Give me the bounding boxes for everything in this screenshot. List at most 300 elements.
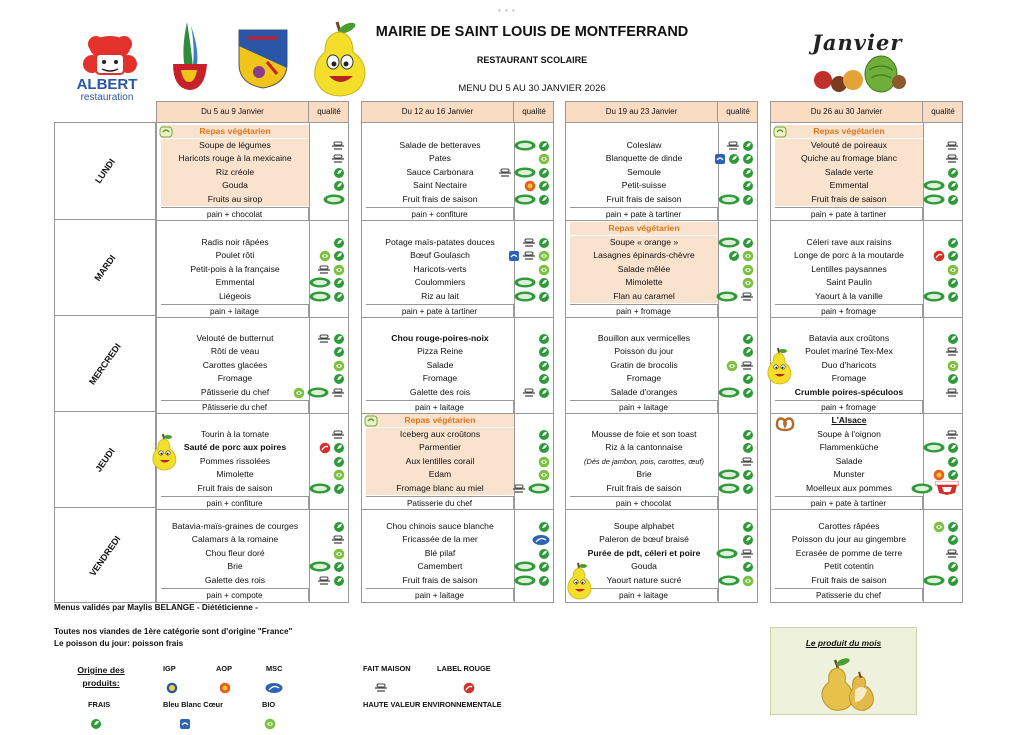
menu-item-row — [362, 533, 553, 547]
quality-icons — [684, 277, 756, 289]
frais-icon — [538, 373, 550, 385]
bio-icon — [333, 360, 345, 372]
menu-item-row — [771, 236, 962, 250]
day-menu-block — [157, 317, 348, 414]
frais-icon — [742, 153, 754, 165]
dish-name: Riz au lait — [421, 290, 459, 301]
day-menu-block — [566, 509, 757, 602]
hve-icon — [309, 277, 331, 288]
dish-name: Fruit frais de saison — [402, 193, 478, 204]
quality-icons — [480, 442, 552, 454]
frais-icon — [538, 180, 550, 192]
menu-item-row — [771, 520, 962, 534]
hve-icon — [718, 575, 740, 586]
dish-name: Fricassée de la mer — [402, 534, 478, 545]
day-label: MERCREDI — [87, 340, 123, 387]
frais-icon — [947, 456, 959, 468]
quality-icons — [480, 373, 552, 385]
dish-name: Calamars à la romaine — [191, 534, 279, 545]
dish-name: Salade — [835, 455, 863, 466]
quality-icons — [889, 167, 961, 179]
dish-name: Brie — [227, 561, 243, 572]
dish-name: Soupe de légumes — [161, 139, 309, 153]
dish-name: Purée de pdt, céleri et poire — [587, 547, 701, 558]
quality-icons — [275, 180, 347, 192]
dish-name: Parmentier — [366, 441, 514, 455]
menu-item-row — [771, 125, 962, 139]
dish-name: Salade de betteraves — [399, 139, 481, 150]
page-subtitle: RESTAURANT SCOLAIRE — [476, 55, 588, 65]
dish-name: Poisson du jour au gingembre — [791, 534, 907, 545]
quality-icons — [684, 373, 756, 385]
frais-icon — [947, 575, 959, 587]
menu-item-row — [157, 139, 348, 153]
quality-icons — [684, 237, 756, 249]
quality-icons — [889, 521, 961, 533]
week-column — [361, 101, 554, 603]
legend-hve-label: HAUTE VALEUR ENVIRONNEMENTALE — [363, 700, 502, 709]
dish-name: Blanquette de dinde — [605, 153, 683, 164]
frais-icon — [333, 250, 345, 262]
dish-name: Mimolette — [216, 469, 254, 480]
msc-icon — [265, 682, 283, 694]
quality-icons — [889, 469, 961, 481]
frais-icon — [538, 575, 550, 587]
quality-icons — [275, 153, 347, 165]
dish-name: Fruits au sirop — [161, 193, 309, 207]
bio-icon — [742, 264, 754, 276]
frais-icon — [333, 442, 345, 454]
quality-icons — [889, 333, 961, 345]
quality-icons — [889, 140, 961, 152]
day-label-box — [55, 220, 155, 316]
quality-icons — [684, 483, 756, 495]
dish-name: Duo d'haricots — [821, 359, 877, 370]
quality-icons — [364, 415, 436, 427]
quality-icons — [889, 153, 961, 165]
frais-icon — [538, 237, 550, 249]
dish-name: Soupe « orange » — [570, 236, 718, 250]
frais-icon — [742, 442, 754, 454]
menu-item-row — [771, 574, 962, 588]
day-menu-block — [771, 509, 962, 602]
quality-icons — [275, 291, 347, 303]
menu-item-row — [362, 166, 553, 180]
quality-icons — [275, 333, 347, 345]
menu-item-row — [362, 520, 553, 534]
menu-item-row — [362, 455, 553, 469]
quality-icons — [684, 140, 756, 152]
quality-icons — [889, 456, 961, 468]
week-column — [770, 101, 963, 603]
snack-row — [566, 400, 757, 414]
dish-name: Soupe à l'oignon — [817, 428, 881, 439]
quality-icons — [480, 387, 552, 399]
product-of-month-box — [770, 627, 917, 715]
menu-item-row — [566, 332, 757, 346]
dish-name: Tourin à la tomate — [200, 428, 270, 439]
menu-item-row — [771, 166, 962, 180]
quality-icons — [684, 194, 756, 206]
pretzel-icon — [774, 415, 796, 433]
menu-item-row — [157, 179, 348, 193]
menu-item-row — [362, 414, 553, 428]
dish-name: Gratin de brocolis — [610, 359, 678, 370]
dish-name: Liégeois — [218, 290, 251, 301]
quality-icons — [480, 548, 552, 560]
dish-name: Emmental — [215, 277, 255, 288]
quality-icons — [889, 180, 961, 192]
hve-icon — [923, 194, 945, 205]
legend-msc-label: MSC — [266, 664, 283, 673]
quality-icons — [275, 548, 347, 560]
bio-icon — [538, 153, 550, 165]
quality-icons — [275, 456, 347, 468]
frais-icon — [947, 561, 959, 573]
maison-icon — [945, 153, 959, 165]
quality-icons — [480, 264, 552, 276]
menu-item-row — [771, 152, 962, 166]
quality-icons — [480, 277, 552, 289]
menu-item-row — [566, 359, 757, 373]
town-coat-of-arms — [237, 28, 289, 90]
snack-row — [771, 400, 962, 414]
quality-icons — [480, 346, 552, 358]
day-menu-block — [771, 317, 962, 414]
pear-photo — [815, 654, 877, 712]
window-dots: • • • — [498, 6, 516, 15]
quality-icons — [889, 534, 961, 546]
dish-name: Potage maïs-patates douces — [385, 236, 495, 247]
day-menu-block — [362, 509, 553, 602]
frais-icon — [742, 534, 754, 546]
dish-name: Longe de porc à la moutarde — [794, 250, 904, 261]
alsace-icon — [935, 481, 959, 495]
dish-name: Petit cotentin — [824, 561, 874, 572]
dish-name: Riz créole — [161, 166, 309, 180]
hve-icon — [718, 469, 740, 480]
maison-icon — [512, 483, 526, 495]
frais-icon — [742, 469, 754, 481]
dish-name: Pizza Reine — [417, 346, 463, 357]
week-header — [566, 102, 757, 123]
quality-icons — [889, 237, 961, 249]
frais-icon — [538, 140, 550, 152]
maison-icon — [740, 456, 754, 468]
menu-item-row — [157, 236, 348, 250]
menu-item-row — [362, 152, 553, 166]
meat-origin-note: Toutes nos viandes de 1ère catégorie sont d'origine "France" — [54, 627, 293, 636]
hve-icon — [309, 291, 331, 302]
hve-icon — [514, 167, 536, 178]
aop-icon — [219, 682, 231, 694]
aop-icon — [933, 469, 945, 481]
frais-icon — [538, 333, 550, 345]
dish-name: Fromage — [626, 373, 662, 384]
albert-brand-tagline: restauration — [80, 92, 134, 103]
vegetarian-meal-heading: Repas végétarien — [570, 222, 718, 236]
snack-row — [771, 207, 962, 221]
menu-item-row — [566, 222, 757, 236]
menu-item-row — [771, 359, 962, 373]
day-menu-block — [157, 509, 348, 602]
menu-item-row — [771, 428, 962, 442]
quality-icons — [159, 126, 231, 138]
dish-name: Galette des rois — [409, 386, 471, 397]
quality-icons — [889, 250, 961, 262]
frais-icon — [742, 140, 754, 152]
menu-item-row — [566, 560, 757, 574]
menu-item-row — [771, 263, 962, 277]
menu-item-row — [566, 179, 757, 193]
day-label-box — [55, 412, 155, 508]
quality-icons — [480, 167, 552, 179]
bio-icon — [742, 277, 754, 289]
snack-row — [157, 496, 348, 510]
menu-item-row — [566, 428, 757, 442]
hve-icon — [323, 194, 345, 205]
dish-name: Flan au caramel — [570, 290, 718, 304]
dish-name: Chou chinois sauce blanche — [386, 520, 494, 531]
menu-item-row — [771, 414, 962, 428]
quality-icons — [275, 561, 347, 573]
maison-icon — [374, 682, 388, 694]
snack-text: Pâtisserie du chef — [161, 400, 309, 414]
snack-text: pain + fromage — [775, 400, 923, 414]
dish-name: Riz à la cantonnaise — [605, 442, 683, 453]
quality-icons — [480, 456, 552, 468]
frais-icon — [538, 548, 550, 560]
quality-icons — [684, 264, 756, 276]
menu-item-row — [362, 372, 553, 386]
quality-icons — [275, 346, 347, 358]
menu-item-row — [157, 547, 348, 561]
vegan-icon — [773, 126, 787, 138]
hve-icon — [514, 575, 536, 586]
menu-item-row — [362, 276, 553, 290]
dish-name: Fromage — [217, 373, 253, 384]
dish-name: Yaourt nature sucré — [606, 574, 682, 585]
hve-icon — [514, 291, 536, 302]
frais-icon — [742, 373, 754, 385]
frais-icon — [947, 167, 959, 179]
day-menu-block — [157, 221, 348, 318]
menu-item-row — [362, 263, 553, 277]
vegetarian-meal-heading: Repas végétarien — [161, 125, 309, 139]
hve-icon — [514, 277, 536, 288]
maison-icon — [945, 346, 959, 358]
dish-name: Fruit frais de saison — [197, 482, 273, 493]
maison-icon — [331, 534, 345, 546]
maison-icon — [945, 429, 959, 441]
quality-icons — [684, 534, 756, 546]
quality-icons — [275, 442, 347, 454]
bio-icon — [947, 264, 959, 276]
frais-icon — [947, 469, 959, 481]
menu-item-row — [771, 179, 962, 193]
week-column — [156, 101, 349, 603]
snack-text: pain + fromage — [570, 304, 718, 318]
pear-mascot-icon — [565, 562, 593, 600]
quality-icons — [684, 429, 756, 441]
validation-note: Menus validés par Maylis BELANGE - Diététicienne - — [54, 603, 258, 612]
frais-icon — [90, 718, 102, 730]
quality-icons — [480, 360, 552, 372]
week-title: Du 12 au 16 Janvier — [362, 102, 514, 122]
quality-icons — [480, 237, 552, 249]
week-title: Du 19 au 23 Janvier — [566, 102, 718, 122]
dish-name: Radis noir râpées — [201, 236, 269, 247]
dish-name: Saint Paulin — [826, 277, 872, 288]
dish-name: Haricots rouge à la mexicaine — [161, 152, 309, 166]
dish-name: Flammenküche — [819, 442, 879, 453]
quality-icons — [480, 250, 552, 262]
dish-name: Fruit frais de saison — [775, 193, 923, 207]
menu-item-row — [362, 359, 553, 373]
menu-item-row — [157, 166, 348, 180]
quality-icons — [275, 250, 347, 262]
quality-icons — [275, 387, 347, 399]
dish-name: Pâtisserie du chef — [200, 386, 270, 397]
week-column — [565, 101, 758, 603]
quality-icons — [684, 575, 756, 587]
legend-aop-label: AOP — [216, 664, 233, 673]
dish-name: Poisson du jour — [614, 346, 674, 357]
bio-icon — [742, 250, 754, 262]
dish-name: Poulet mariné Tex-Mex — [805, 346, 893, 357]
menu-item-row — [157, 276, 348, 290]
day-menu-block — [566, 317, 757, 414]
legend-label-rouge-label: LABEL ROUGE — [437, 664, 491, 673]
menu-item-row — [157, 386, 348, 400]
dish-name: Fruit frais de saison — [606, 482, 682, 493]
quality-icons — [889, 429, 961, 441]
frais-icon — [538, 561, 550, 573]
pear-mascot-icon — [765, 347, 793, 385]
quality-column-header: qualité — [726, 107, 750, 116]
bio-icon — [538, 456, 550, 468]
frais-icon — [947, 277, 959, 289]
menu-item-row — [566, 372, 757, 386]
dish-name: Petit-suisse — [621, 180, 667, 191]
dish-name: Velouté de butternut — [196, 332, 274, 343]
menu-item-row — [771, 560, 962, 574]
dish-name: Fromage blanc au miel — [366, 482, 514, 496]
hve-icon — [923, 180, 945, 191]
quality-icons — [684, 167, 756, 179]
bbc-icon — [508, 250, 520, 262]
menu-item-row — [157, 560, 348, 574]
quality-icons — [480, 534, 552, 546]
day-label: LUNDI — [93, 156, 117, 186]
product-of-month-title: Le produit du mois — [805, 638, 882, 648]
maison-icon — [317, 333, 331, 345]
menu-item-row — [771, 290, 962, 304]
snack-row — [771, 304, 962, 318]
menu-item-row — [771, 455, 962, 469]
frais-icon — [538, 346, 550, 358]
menu-item-row — [771, 193, 962, 207]
dish-name: Fruit frais de saison — [811, 574, 887, 585]
town-swoosh-logo — [167, 20, 211, 92]
msc-icon — [532, 534, 550, 546]
bio-icon — [726, 360, 738, 372]
bbc-icon — [179, 718, 191, 730]
frais-icon — [947, 534, 959, 546]
frais-icon — [947, 250, 959, 262]
snack-row — [362, 588, 553, 602]
snack-row — [771, 588, 962, 602]
menu-item-row — [157, 359, 348, 373]
snack-text: pain + pate à tartiner — [775, 496, 923, 510]
snack-row — [566, 207, 757, 221]
day-menu-block — [362, 124, 553, 221]
quality-icons — [684, 561, 756, 573]
maison-icon — [945, 140, 959, 152]
menu-item-row — [566, 152, 757, 166]
quality-icons — [684, 442, 756, 454]
dish-name: Quiche au fromage blanc — [775, 152, 923, 166]
dish-name: Blé pilaf — [424, 547, 456, 558]
snack-text: pain + laitage — [570, 588, 718, 602]
dish-name: Brie — [636, 469, 652, 480]
frais-icon — [538, 442, 550, 454]
legend-bbc-label: Bleu Blanc Cœur — [163, 700, 223, 709]
dish-name: Haricots-verts — [413, 263, 467, 274]
dish-name: Edam — [366, 468, 514, 482]
day-menu-block — [771, 124, 962, 221]
quality-icons — [480, 333, 552, 345]
bio-icon — [333, 548, 345, 560]
dish-name: Bouillon aux vermicelles — [597, 332, 691, 343]
frais-icon — [947, 180, 959, 192]
vegetarian-meal-heading: Repas végétarien — [775, 125, 923, 139]
dish-name: Camembert — [417, 561, 463, 572]
dish-name: Salade mêlée — [570, 263, 718, 277]
dish-name: Galette des rois — [204, 574, 266, 585]
day-label-box — [55, 508, 155, 604]
menu-item-row — [566, 441, 757, 455]
quality-icons — [684, 180, 756, 192]
menu-item-row — [157, 455, 348, 469]
day-menu-block — [157, 413, 348, 510]
dish-name: Aux lentilles corail — [366, 455, 514, 469]
snack-text: Patisserie du chef — [366, 496, 514, 510]
menu-item-row — [157, 345, 348, 359]
bio-icon — [538, 264, 550, 276]
vegan-icon — [159, 126, 173, 138]
quality-icons — [480, 291, 552, 303]
dish-name: Fruit frais de saison — [606, 193, 682, 204]
hve-icon — [514, 140, 536, 151]
frais-icon — [742, 561, 754, 573]
day-label-box — [55, 123, 155, 220]
hve-icon — [528, 483, 550, 494]
maison-icon — [331, 153, 345, 165]
dish-name: Gouda — [161, 179, 309, 193]
frais-icon — [742, 194, 754, 206]
hve-icon — [911, 483, 933, 494]
quality-icons — [684, 521, 756, 533]
dish-name: Iceberg aux croûtons — [366, 428, 514, 442]
day-menu-block — [771, 221, 962, 318]
quality-column-header: qualité — [317, 107, 341, 116]
snack-text: pain + chocolat — [161, 207, 309, 221]
menu-item-row — [157, 263, 348, 277]
week-title: Du 5 au 9 Janvier — [157, 102, 309, 122]
frais-icon — [947, 237, 959, 249]
quality-icons — [275, 360, 347, 372]
